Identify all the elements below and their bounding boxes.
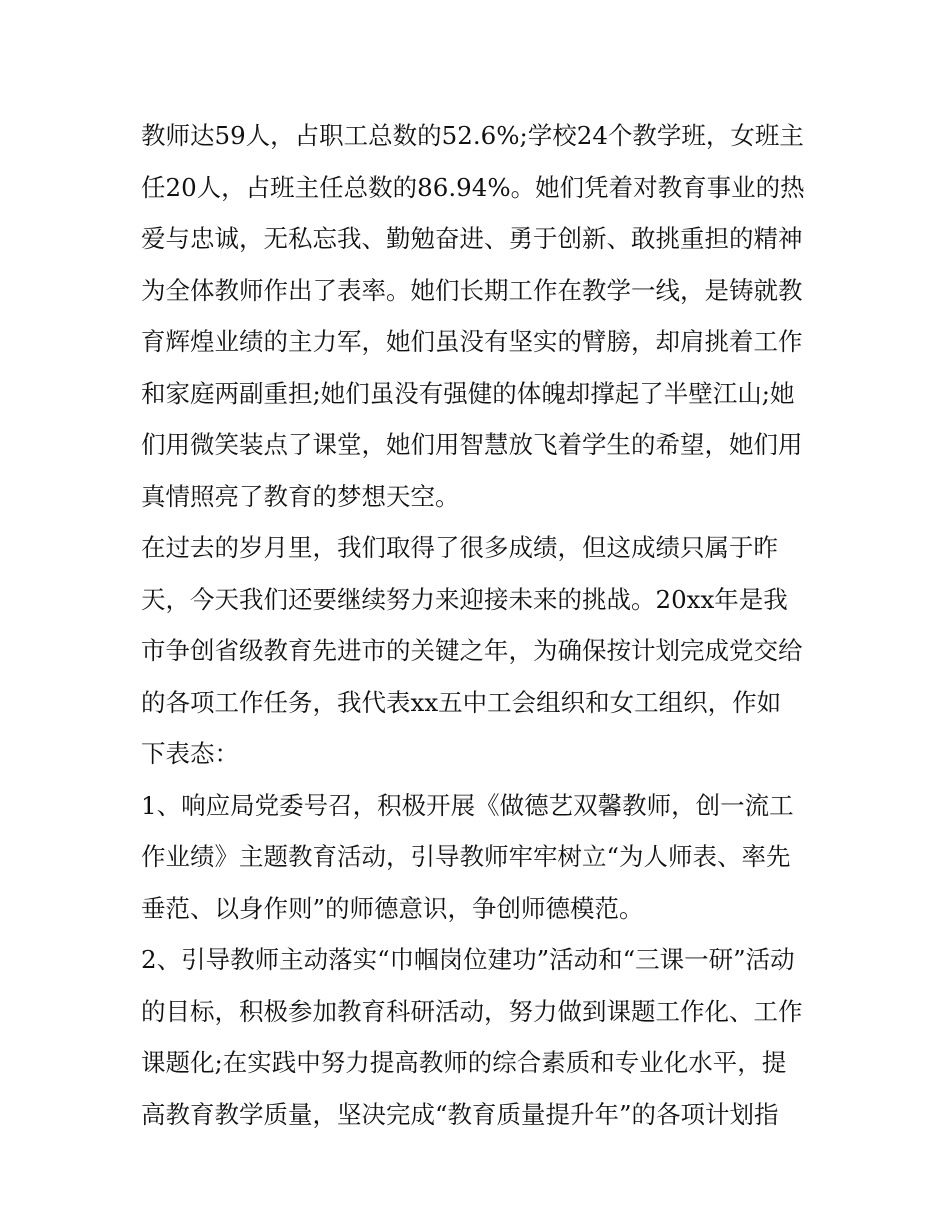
document-body: [141, 110, 821, 1140]
text-line: 和家庭两副重担;她们虽没有强健的体魄却撑起了半壁江山;她: [141, 378, 795, 408]
text-line: 育辉煌业绩的主力军，她们虽没有坚实的臂膀，却肩挑着工作: [141, 327, 803, 356]
text-line: 真情照亮了教育的梦想天空。: [141, 481, 460, 511]
text-line: 们用微笑装点了课堂，她们用智慧放飞着学生的希望，她们用: [141, 430, 803, 459]
text-line: 教师达59人，占职工总数的52.6%;学校24个教学班，女班主: [141, 121, 804, 150]
text-line: 天，今天我们还要继续努力来迎接未来的挑战。20xx年是我: [141, 584, 788, 614]
paragraph-women-teachers: [141, 110, 821, 522]
text-line: 在过去的岁月里，我们取得了很多成绩，但这成绩只属于昨: [141, 533, 778, 562]
text-line: 任20人，占班主任总数的86.94%。她们凭着对教育事业的热: [141, 172, 805, 202]
text-line: 1、响应局党委号召，积极开展《做德艺双馨教师，创一流工: [141, 790, 794, 820]
paragraph-item-2: [141, 934, 821, 1140]
text-line: 作业绩》主题教育活动，引导教师牢牢树立“为人师表、率先: [141, 842, 791, 871]
text-line: 为全体教师作出了表率。她们长期工作在教学一线，是铸就教: [141, 275, 803, 305]
text-line: 市争创省级教育先进市的关键之年，为确保按计划完成党交给: [141, 636, 803, 665]
text-line: 下表态：: [141, 739, 239, 768]
text-line: 高教育教学质量，坚决完成“教育质量提升年”的各项计划指: [141, 1099, 779, 1129]
paragraph-item-1: [141, 780, 821, 935]
text-line: 垂范、以身作则”的师德意识，争创师德模范。: [141, 893, 644, 923]
text-line: 爱与忠诚，无私忘我、勤勉奋进、勇于创新、敢挑重担的精神: [141, 224, 803, 253]
text-line: 课题化;在实践中努力提高教师的综合素质和专业化水平，提: [141, 1048, 787, 1077]
paragraph-future-challenges: [141, 522, 821, 780]
text-line: 的各项工作任务，我代表xx五中工会组织和女工组织，作如: [141, 687, 782, 717]
text-line: 2、引导教师主动落实“巾帼岗位建功”活动和“三课一研”活动: [141, 945, 795, 974]
text-line: 的目标，积极参加教育科研活动，努力做到课题工作化、工作: [141, 996, 803, 1026]
